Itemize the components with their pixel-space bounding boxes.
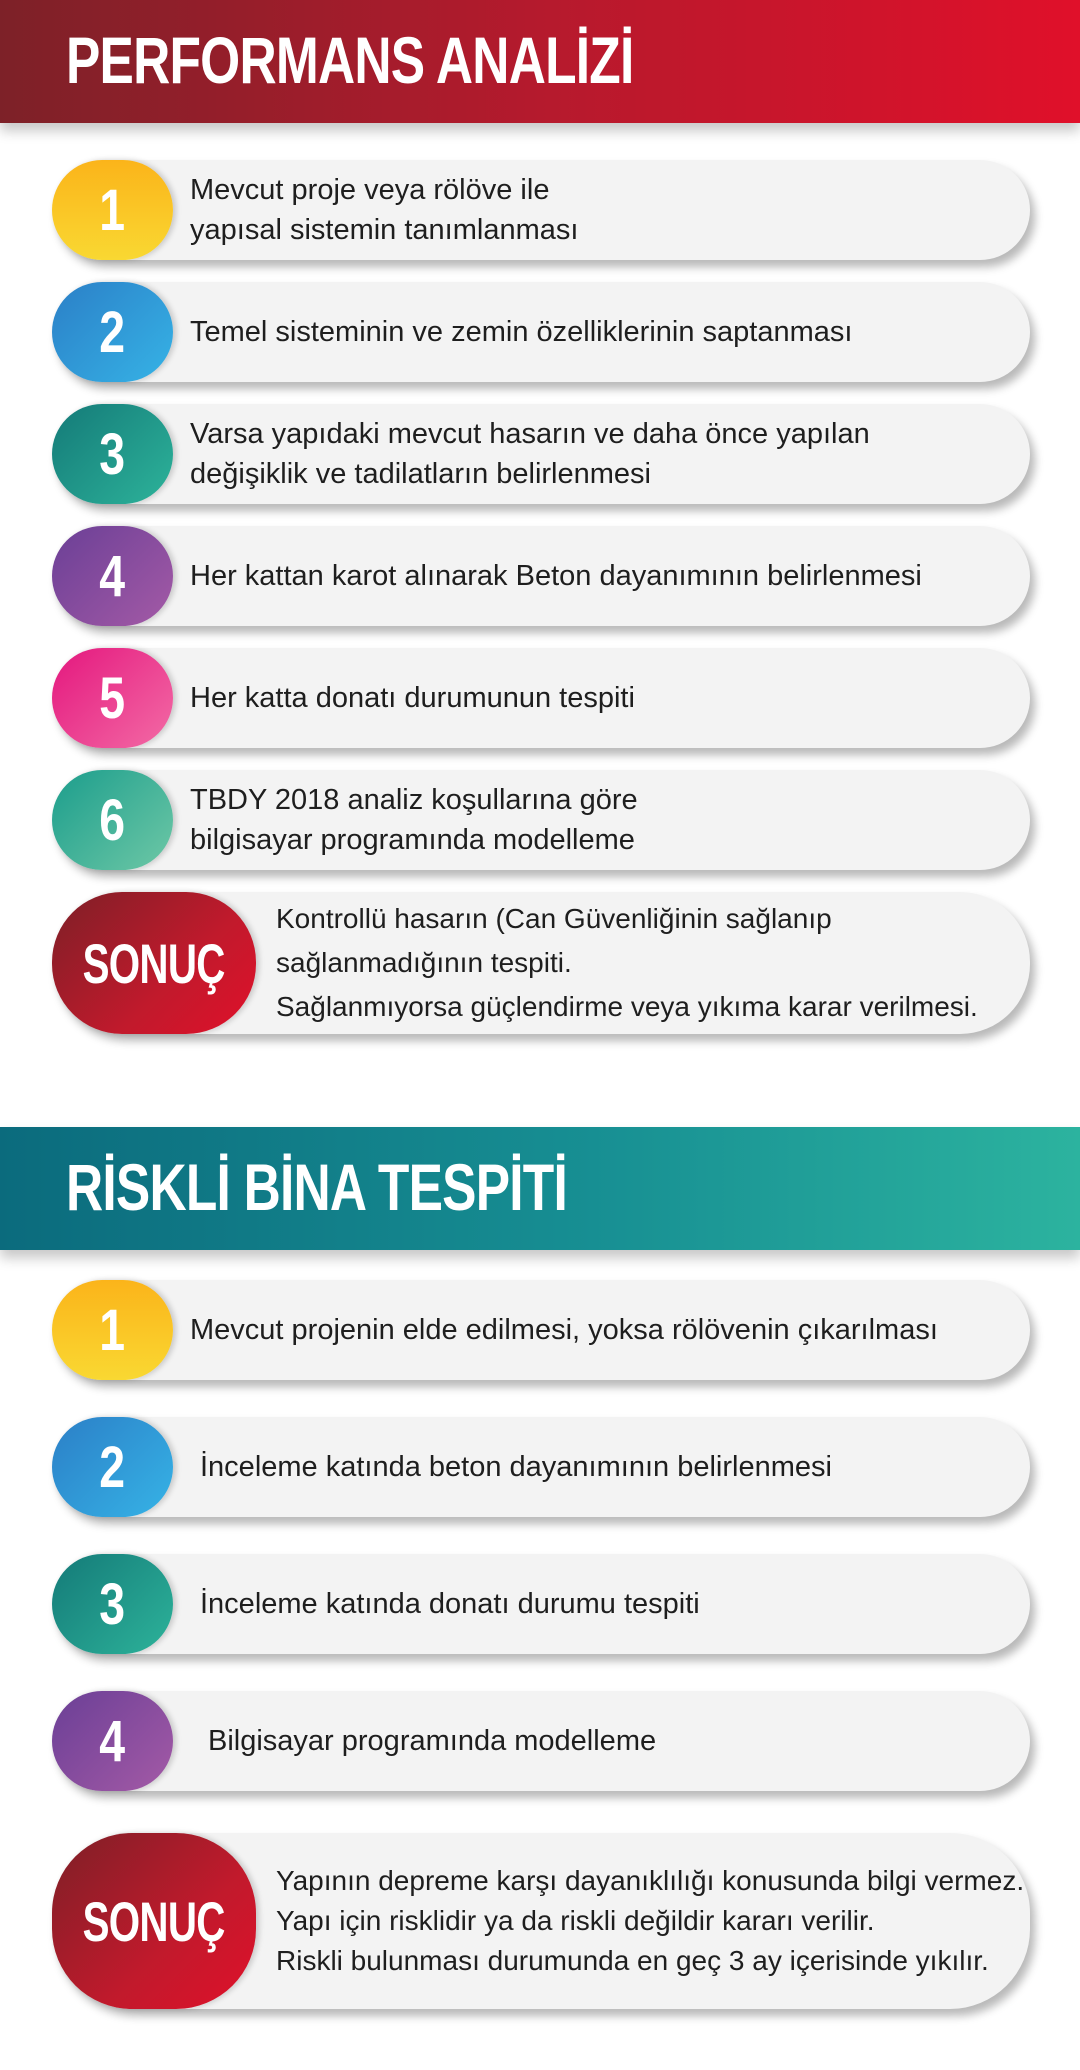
step-text: Her katta donatı durumunun tespiti bbox=[190, 682, 635, 714]
step-number-badge: 3 bbox=[52, 404, 173, 504]
riskli-bina-tespiti-banner bbox=[0, 1127, 1080, 1250]
step-text: Varsa yapıdaki mevcut hasarın ve daha önce yapılan değişiklik ve tadilatların belirlenmesi bbox=[190, 418, 870, 490]
result-text: Yapının depreme karşı dayanıklılığı konusunda bilgi vermez. Yapı için risklidir ya da riskli değildir kararı verilir. Riskli bulunması durumunda en geç 3 ay içerisinde yıkılır. bbox=[276, 1865, 1025, 1976]
section-title: RİSKLİ BİNA TESPİTİ bbox=[66, 1150, 567, 1224]
step-number-badge: 2 bbox=[52, 1417, 173, 1517]
step-text: Her kattan karot alınarak Beton dayanımının belirlenmesi bbox=[190, 560, 922, 592]
result-text: Kontrollü hasarın (Can Güvenliğinin sağlanıp sağlanmadığının tespiti. Sağlanmıyorsa güçlendirme veya yıkıma karar verilmesi. bbox=[276, 903, 978, 1022]
result-card bbox=[52, 892, 1030, 1034]
step-text: Mevcut projenin elde edilmesi, yoksa rölövenin çıkarılması bbox=[190, 1314, 938, 1346]
step-number-badge: 2 bbox=[52, 282, 173, 382]
step-text: Bilgisayar programında modelleme bbox=[208, 1725, 657, 1757]
step-card bbox=[52, 1417, 1030, 1517]
step-text: Temel sisteminin ve zemin özelliklerinin saptanması bbox=[190, 316, 853, 348]
step-number-badge: 6 bbox=[52, 770, 173, 870]
step-card bbox=[52, 1554, 1030, 1654]
result-card bbox=[52, 1833, 1030, 2009]
step-number-badge: 4 bbox=[52, 526, 173, 626]
step-card bbox=[52, 404, 1030, 504]
step-number-badge: 4 bbox=[52, 1691, 173, 1791]
step-card bbox=[52, 1280, 1030, 1380]
step-text: İnceleme katında beton dayanımının belirlenmesi bbox=[200, 1451, 832, 1483]
performans-analizi-banner bbox=[0, 0, 1080, 123]
step-card bbox=[52, 526, 1030, 626]
section-title: PERFORMANS ANALİZİ bbox=[66, 23, 634, 97]
result-badge: SONUÇ bbox=[52, 1833, 256, 2009]
result-badge: SONUÇ bbox=[52, 892, 256, 1034]
step-number-badge: 3 bbox=[52, 1554, 173, 1654]
step-text: İnceleme katında donatı durumu tespiti bbox=[200, 1588, 700, 1620]
step-number-badge: 5 bbox=[52, 648, 173, 748]
step-card bbox=[52, 160, 1030, 260]
step-card bbox=[52, 648, 1030, 748]
step-card bbox=[52, 770, 1030, 870]
step-text: Mevcut proje veya rölöve ile yapısal sistemin tanımlanması bbox=[190, 174, 579, 246]
step-card bbox=[52, 1691, 1030, 1791]
step-text: TBDY 2018 analiz koşullarına göre bilgisayar programında modelleme bbox=[190, 784, 638, 856]
step-number-badge: 1 bbox=[52, 1280, 173, 1380]
step-card bbox=[52, 282, 1030, 382]
step-number-badge: 1 bbox=[52, 160, 173, 260]
